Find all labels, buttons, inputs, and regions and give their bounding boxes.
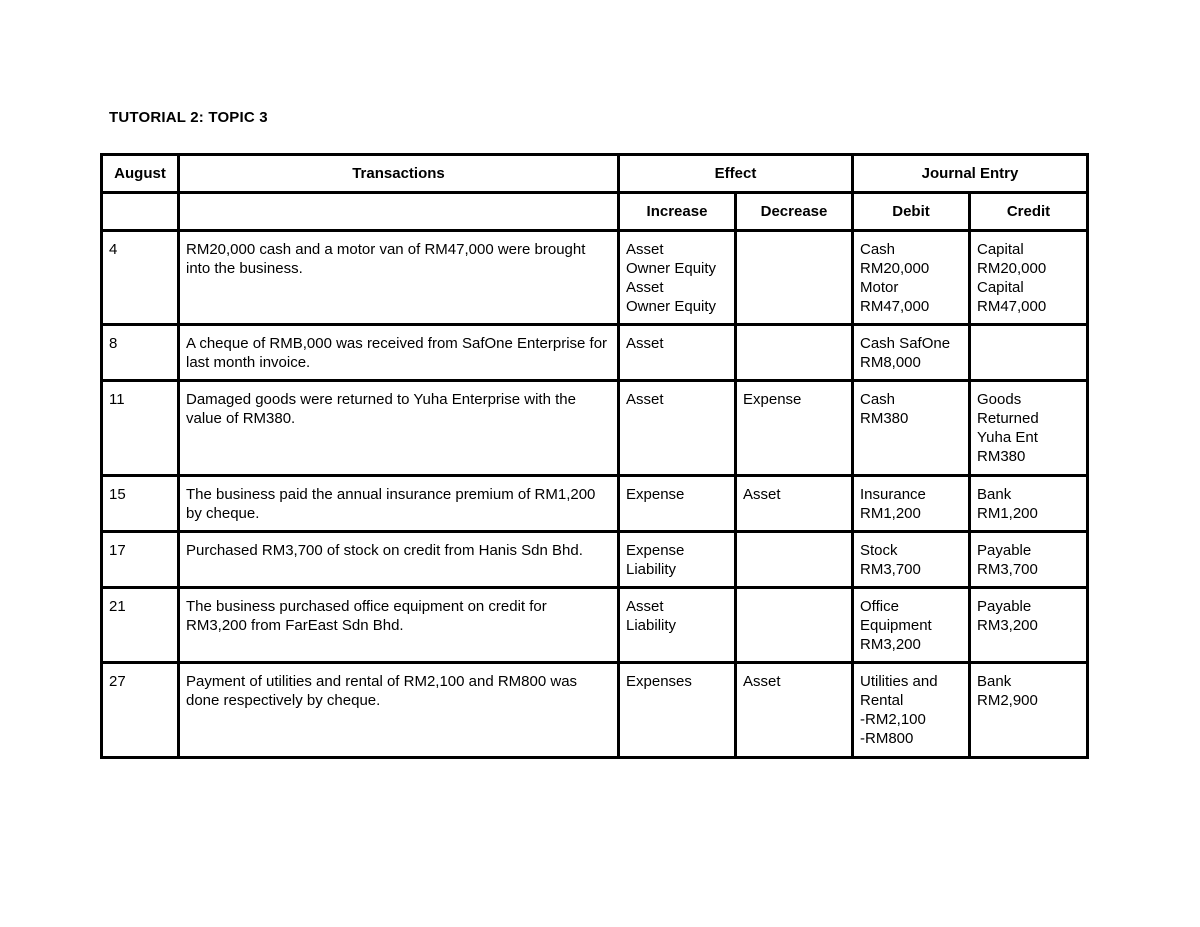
table-row [102, 663, 1088, 758]
increase-cell-line: Owner Equity [626, 260, 717, 277]
increase-cell-line: Asset [626, 335, 664, 352]
credit-cell-line: RM3,200 [977, 617, 1038, 634]
decrease-cell [736, 588, 853, 663]
increase-cell-line: Asset [626, 279, 664, 296]
debit-cell-line: Cash [860, 391, 896, 408]
decrease-cell-line: Asset [743, 486, 781, 503]
header-empty-cell [179, 193, 619, 231]
date-cell: 27 [102, 663, 179, 758]
transaction-cell: Damaged goods were returned to Yuha Enterprise with the value of RM380. [179, 381, 619, 476]
transaction-cell: Purchased RM3,700 of stock on credit from Hanis Sdn Bhd. [179, 532, 619, 588]
debit-cell-line: RM20,000 [860, 260, 930, 277]
header-increase: Increase [619, 193, 736, 231]
credit-cell-line: Capital [977, 279, 1024, 296]
header-debit: Debit [853, 193, 970, 231]
credit-cell-line: Yuha Ent [977, 429, 1038, 446]
credit-cell-line: RM380 [977, 448, 1026, 465]
increase-cell [619, 663, 736, 758]
increase-cell [619, 381, 736, 476]
credit-cell-line: RM47,000 [977, 298, 1047, 315]
debit-cell-line: -RM800 [860, 730, 914, 747]
increase-cell [619, 325, 736, 381]
increase-cell [619, 476, 736, 532]
debit-cell-line: Utilities and [860, 673, 938, 690]
header-august: August [102, 155, 179, 193]
increase-cell-line: Asset [626, 391, 664, 408]
table-row [102, 325, 1088, 381]
credit-cell [970, 588, 1088, 663]
credit-cell-line: RM3,700 [977, 561, 1038, 578]
decrease-cell [736, 532, 853, 588]
date-cell: 11 [102, 381, 179, 476]
increase-cell-line: Owner Equity [626, 298, 717, 315]
debit-cell-line: RM8,000 [860, 354, 921, 371]
credit-cell-line: RM20,000 [977, 260, 1047, 277]
header-decrease: Decrease [736, 193, 853, 231]
header-row-1 [102, 155, 1088, 193]
date-cell: 17 [102, 532, 179, 588]
credit-cell [970, 476, 1088, 532]
credit-cell [970, 325, 1088, 381]
debit-cell [853, 663, 970, 758]
increase-cell-line: Expense [626, 542, 685, 559]
credit-cell-line: Capital [977, 241, 1024, 258]
credit-cell-line: Returned [977, 410, 1039, 427]
increase-cell-line: Expense [626, 486, 685, 503]
increase-cell-line: Asset [626, 598, 664, 615]
debit-cell-line: RM3,200 [860, 636, 921, 653]
transaction-cell: RM20,000 cash and a motor van of RM47,000 were brought into the business. [179, 231, 619, 325]
debit-cell-line: -RM2,100 [860, 711, 926, 728]
decrease-cell-line: Expense [743, 391, 802, 408]
date-cell: 8 [102, 325, 179, 381]
transaction-cell: Payment of utilities and rental of RM2,100 and RM800 was done respectively by cheque. [179, 663, 619, 758]
debit-cell-line: RM47,000 [860, 298, 930, 315]
increase-cell-line: Asset [626, 241, 664, 258]
decrease-cell [736, 381, 853, 476]
decrease-cell [736, 476, 853, 532]
debit-cell [853, 532, 970, 588]
debit-cell-line: Cash SafOne [860, 335, 951, 352]
debit-cell-line: Stock [860, 542, 898, 559]
credit-cell [970, 381, 1088, 476]
increase-cell-line: Liability [626, 617, 677, 634]
date-cell: 15 [102, 476, 179, 532]
date-cell: 4 [102, 231, 179, 325]
header-effect: Effect [619, 155, 853, 193]
header-transactions: Transactions [179, 155, 619, 193]
credit-cell [970, 532, 1088, 588]
debit-cell-line: Equipment [860, 617, 932, 634]
decrease-cell [736, 663, 853, 758]
table-row [102, 381, 1088, 476]
credit-cell-line: Payable [977, 542, 1032, 559]
date-cell: 21 [102, 588, 179, 663]
decrease-cell [736, 231, 853, 325]
credit-cell-line: Bank [977, 486, 1012, 503]
debit-cell-line: Motor [860, 279, 899, 296]
increase-cell-line: Liability [626, 561, 677, 578]
increase-cell [619, 588, 736, 663]
decrease-cell [736, 325, 853, 381]
increase-cell-line: Expenses [626, 673, 692, 690]
debit-cell [853, 325, 970, 381]
credit-cell-line: Goods [977, 391, 1022, 408]
credit-cell [970, 231, 1088, 325]
journal-table [100, 153, 1089, 759]
credit-cell-line: Bank [977, 673, 1012, 690]
transaction-cell: The business paid the annual insurance premium of RM1,200 by cheque. [179, 476, 619, 532]
debit-cell-line: RM3,700 [860, 561, 921, 578]
table-row [102, 532, 1088, 588]
debit-cell [853, 381, 970, 476]
debit-cell-line: RM1,200 [860, 505, 921, 522]
debit-cell [853, 231, 970, 325]
debit-cell-line: Office [860, 598, 899, 615]
table-row [102, 588, 1088, 663]
increase-cell [619, 231, 736, 325]
debit-cell-line: Insurance [860, 486, 926, 503]
debit-cell-line: RM380 [860, 410, 909, 427]
debit-cell [853, 476, 970, 532]
decrease-cell-line: Asset [743, 673, 781, 690]
transaction-cell: A cheque of RMB,000 was received from SafOne Enterprise for last month invoice. [179, 325, 619, 381]
table-row [102, 231, 1088, 325]
header-row-2 [102, 193, 1088, 231]
header-empty-cell [102, 193, 179, 231]
credit-cell-line: RM2,900 [977, 692, 1038, 709]
page-title: TUTORIAL 2: TOPIC 3 [109, 109, 268, 126]
table-row [102, 476, 1088, 532]
transaction-cell: The business purchased office equipment on credit for RM3,200 from FarEast Sdn Bhd. [179, 588, 619, 663]
credit-cell [970, 663, 1088, 758]
increase-cell [619, 532, 736, 588]
credit-cell-line: RM1,200 [977, 505, 1038, 522]
credit-cell-line: Payable [977, 598, 1032, 615]
debit-cell-line: Cash [860, 241, 896, 258]
header-credit: Credit [970, 193, 1088, 231]
header-journal-entry: Journal Entry [853, 155, 1088, 193]
debit-cell [853, 588, 970, 663]
debit-cell-line: Rental [860, 692, 904, 709]
